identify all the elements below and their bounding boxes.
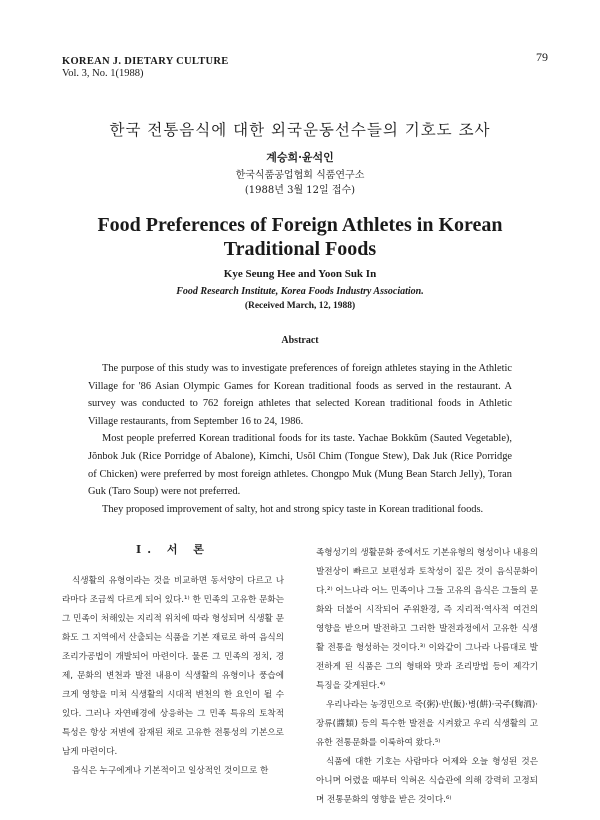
korean-title: 한국 전통음식에 대한 외국운동선수들의 기호도 조사	[109, 121, 491, 139]
abstract-heading: Abstract	[281, 335, 319, 346]
abstract-paragraph: Most people preferred Korean traditional foods for its taste. Yachae Bokkŭm (Sauted Vegetable), Jŏnbok Juk (Rice Porridge of Abalone), Kimchi, Usŏl Chim (Tongue Stew), Dak Juk (Rice Porridge of Chicken) were preferred by most foreign athletes. Chongpo Muk (Mung Bean Starch Jelly), Toran Guk (Taro Soup) were not preferred.	[88, 433, 512, 498]
body-paragraph: 식품에 대한 기호는 사람마다 어제와 오늘 형성된 것은 아니며 어렸을 때부터 익혀온 식습관에 의해 강력히 고정되며 전통문화의 영향을 받은 것이다.⁶⁾	[316, 757, 538, 805]
english-received-date: (Received March, 12, 1988)	[244, 301, 356, 311]
english-authors: Kye Seung Hee and Yoon Suk In	[223, 268, 377, 280]
body-paragraph: 식생활의 유형이라는 것을 비교하면 동서양이 다르고 나라마다 조금씩 다르게 되어 있다.¹⁾ 한 민족의 고유한 문화는 그 민족이 처해있는 지리적 위치에 따라 형성되며 식생활 문화도 그 지역에서 산출되는 식품을 기본 재료로 하여 음식의 조리가공법이 개발되어 마련이다. 물론 그 민족의 정치, 경제, 문화의 변천과 발전 내용이 식생활의 유형이나 풍습에 크게 영향을 미쳐 식생활의 시대적 변천의 한 요인이 될 수 있다. 그러나 자연배경에 상응하는 그 민족 특유의 토착적 특성은 항상 저변에 잠재된 채로 고유한 전통성의 기본으로 남게 마련이다.	[62, 576, 284, 757]
body-paragraph: 음식은 누구에게나 기본적이고 일상적인 것이므로 한	[72, 766, 269, 776]
page-number: 79	[536, 50, 548, 64]
journal-header	[62, 56, 229, 80]
abstract-paragraph: They proposed improvement of salty, hot and strong spicy taste in Korean traditional foods.	[102, 503, 484, 515]
abstract-body	[88, 360, 512, 518]
korean-institution: 한국식품공업협회 식품연구소	[235, 170, 365, 181]
english-institution: Food Research Institute, Korea Foods Industry Association.	[176, 286, 424, 297]
journal-name: KOREAN J. DIETARY CULTURE	[62, 56, 229, 67]
section-heading: I. 서 론	[136, 543, 210, 556]
english-title	[0, 213, 600, 261]
english-title-line1: Food Preferences of Foreign Athletes in Korean	[97, 214, 503, 236]
body-paragraph: 족형성기의 생활문화 중에서도 기본유형의 형성이나 내용의 발전상이 빠르고 보편성과 토착성이 짙은 것이 음식문화이다.²⁾ 어느나라 어느 민족이나 그들 고유의 음식은 그들의 문화와 더불어 시작되어 주위환경, 즉 지리적·역사적 여건의 영향을 받으며 발전하고 그러한 발전과정에서 고유한 식생활 전통을 형성하는 것이다.³⁾ 이와같이 그나라 나름대로 발전하게 된 식품은 그의 형태와 맛과 조리방법 등이 제각기 특징을 갖게된다.⁴⁾	[316, 548, 538, 691]
body-left-column	[62, 540, 284, 781]
korean-authors: 계승희·윤석인	[266, 151, 334, 164]
abstract-paragraph: The purpose of this study was to investigate preferences of foreign athletes staying in the Athletic Village for '86 Asian Olympic Games for Korean traditional foods as served in the restaurant. A survey was conducted to 762 foreign athletes that selected Korean traditional foods in Athletic Village restaurants, from September 16 to 24, 1986.	[88, 363, 512, 427]
journal-volume: Vol. 3, No. 1(1988)	[62, 68, 144, 79]
english-title-line2: Traditional Foods	[223, 238, 377, 260]
korean-received-date: (1988년 3월 12일 접수)	[244, 185, 356, 196]
body-right-column	[316, 544, 538, 810]
body-paragraph: 우리나라는 농경민으로 죽(粥)·반(飯)·병(餠)·국주(麴酒)·장류(醬類) 등의 특수한 발전을 시켜왔고 우리 식생활의 고유한 전통문화를 이룩하여 왔다.⁵⁾	[316, 700, 538, 748]
